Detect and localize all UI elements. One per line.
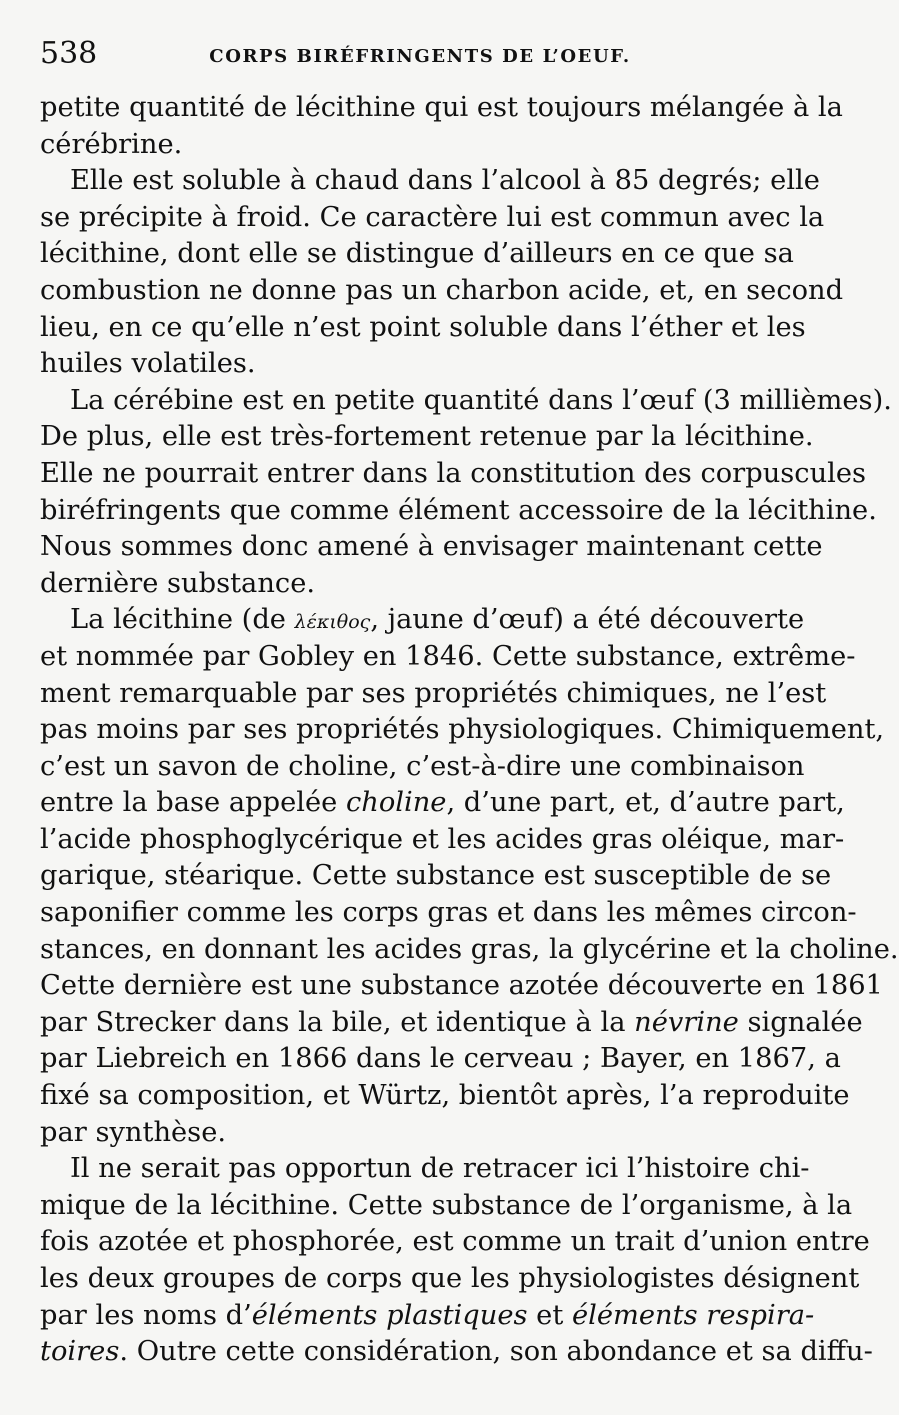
text-line: garique, stéarique. Cette substance est susceptible de se bbox=[40, 860, 832, 892]
text-line: De plus, elle est très-fortement retenue par la lécithine. bbox=[40, 421, 814, 453]
text-line: La cérébine est en petite quantité dans l’œuf (3 millièmes). bbox=[70, 384, 892, 416]
text-line: Cette dernière est une substance azotée découverte en 1861 bbox=[40, 970, 883, 1002]
text-line bbox=[40, 1298, 815, 1335]
text-line bbox=[40, 602, 805, 639]
paragraph-5 bbox=[40, 1151, 873, 1371]
text-line: Nous sommes donc amené à envisager maintenant cette bbox=[40, 531, 823, 563]
text-line: c’est un savon de choline, c’est-à-dire une combinaison bbox=[40, 750, 805, 782]
text-run: . Outre cette considération, son abondance et sa diffu- bbox=[119, 1336, 873, 1368]
italic-term: éléments plastiques bbox=[251, 1299, 528, 1331]
italic-term: choline bbox=[345, 787, 447, 819]
text-line: par synthèse. bbox=[40, 1116, 227, 1148]
paragraph-4 bbox=[40, 602, 899, 1151]
text-line: Elle est soluble à chaud dans l’alcool à 85 degrés; elle bbox=[70, 165, 820, 197]
text-line bbox=[40, 785, 845, 822]
greek-word: λέκιθος bbox=[294, 611, 371, 634]
text-line: combustion ne donne pas un charbon acide, et, en second bbox=[40, 274, 844, 306]
page-number: 538 bbox=[40, 36, 98, 71]
text-line: se précipite à froid. Ce caractère lui est commun avec la bbox=[40, 201, 825, 233]
italic-term: névrine bbox=[634, 1006, 739, 1038]
page-header bbox=[40, 36, 760, 76]
body-text bbox=[40, 90, 899, 1371]
running-head: CORPS BIRÉFRINGENTS DE L’OEUF. bbox=[209, 46, 631, 67]
text-line: et nommée par Gobley en 1846. Cette substance, extrême- bbox=[40, 640, 856, 672]
text-line: petite quantité de lécithine qui est toujours mélangée à la bbox=[40, 92, 843, 123]
text-run: , jaune d’œuf) a été découverte bbox=[370, 604, 805, 636]
text-line: biréfringents que comme élément accessoire de la lécithine. bbox=[40, 494, 877, 526]
italic-term: toires bbox=[40, 1336, 120, 1368]
paragraph-3 bbox=[40, 383, 892, 603]
text-line: stances, en donnant les acides gras, la glycérine et la choline. bbox=[40, 933, 899, 965]
text-run: , d’une part, et, d’autre part, bbox=[446, 787, 845, 819]
text-line: par Liebreich en 1866 dans le cerveau ; Bayer, en 1867, a bbox=[40, 1043, 841, 1075]
italic-term: éléments respira- bbox=[571, 1299, 815, 1331]
text-line: fois azotée et phosphorée, est comme un trait d’union entre bbox=[40, 1226, 870, 1258]
paragraph-2 bbox=[40, 163, 844, 383]
paragraph-1 bbox=[40, 90, 843, 163]
text-line: les deux groupes de corps que les physiologistes désignent bbox=[40, 1263, 860, 1294]
text-line: fixé sa composition, et Würtz, bientôt après, l’a reproduite bbox=[40, 1080, 850, 1112]
text-line: lieu, en ce qu’elle n’est point soluble dans l’éther et les bbox=[40, 311, 806, 343]
text-line: l’acide phosphoglycérique et les acides gras oléique, mar- bbox=[40, 823, 845, 855]
text-run: signalée bbox=[738, 1006, 863, 1038]
text-run: par Strecker dans la bile, et identique à la bbox=[40, 1006, 635, 1038]
text-line bbox=[40, 1334, 873, 1371]
text-line: Elle ne pourrait entrer dans la constitution des corpuscules bbox=[40, 457, 867, 489]
text-run: et bbox=[527, 1299, 572, 1331]
text-line: pas moins par ses propriétés physiologiques. Chimiquement, bbox=[40, 714, 885, 746]
text-run: par les noms d’ bbox=[40, 1299, 252, 1331]
text-line: cérébrine. bbox=[40, 128, 183, 160]
text-line: lécithine, dont elle se distingue d’ailleurs en ce que sa bbox=[40, 238, 794, 270]
text-line: mique de la lécithine. Cette substance de l’organisme, à la bbox=[40, 1189, 853, 1221]
text-run: La lécithine (de bbox=[70, 604, 295, 636]
text-line bbox=[40, 1005, 863, 1042]
text-line: ment remarquable par ses propriétés chimiques, ne l’est bbox=[40, 677, 827, 709]
text-line: saponifier comme les corps gras et dans les mêmes circon- bbox=[40, 897, 857, 929]
text-run: entre la base appelée bbox=[40, 787, 346, 819]
text-line: dernière substance. bbox=[40, 567, 316, 599]
text-line: Il ne serait pas opportun de retracer ici l’histoire chi- bbox=[70, 1153, 810, 1185]
text-line: huiles volatiles. bbox=[40, 348, 256, 380]
